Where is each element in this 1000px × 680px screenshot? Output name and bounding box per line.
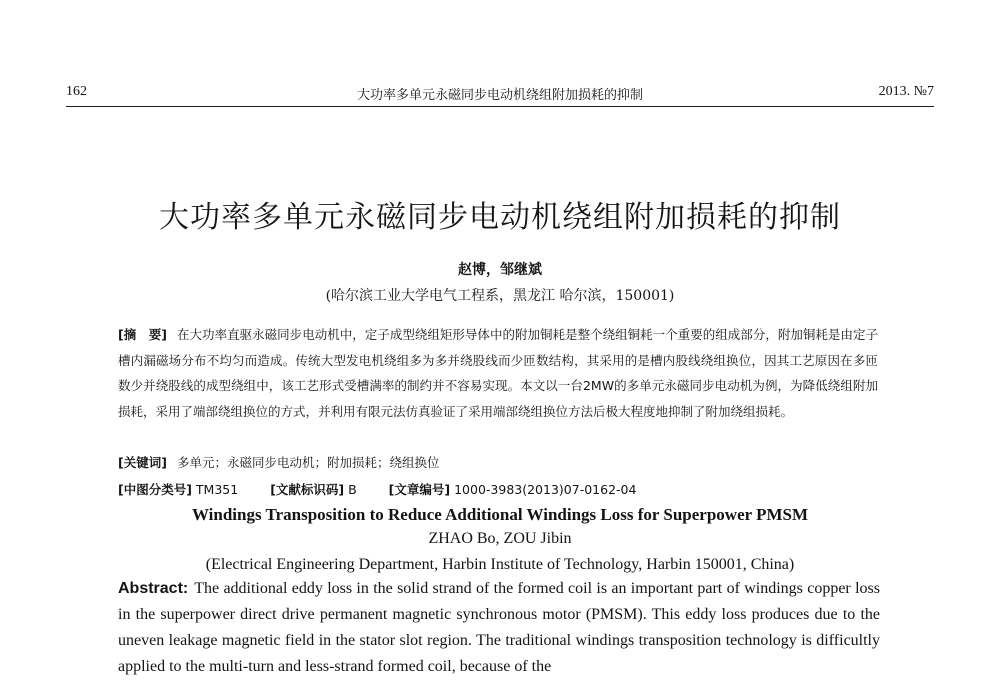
doc-value: B [348,482,357,497]
abstract-en-text: The additional eddy loss in the solid strand of the formed coil is an important part of windings copper loss in the superpower direct drive permanent magnetic synchronous motor (PMSM). This eddy loss produces due to the uneven leakage magnetic field in the stator slot region. The traditional windings transposition technology is difficultly applied to the multi-turn and less-strand formed coil, because of the [118,580,880,675]
page-number: 162 [66,84,87,99]
article-value: 1000-3983(2013)07-0162-04 [454,482,637,497]
running-header [66,84,934,106]
issue-number: 2013. №7 [878,84,934,99]
classification-line [118,480,878,498]
keywords-text: 多单元；永磁同步电动机；附加损耗；绕组换位 [176,455,440,470]
abstract-cn [118,322,878,424]
clc-label: [中图分类号] [118,482,192,497]
header-rule [66,106,934,107]
running-title: 大功率多单元永磁同步电动机绕组附加损耗的抑制 [356,88,643,103]
doc-code [270,482,357,497]
keywords-label: [关键词] [118,455,167,470]
article-label: [文章编号] [388,482,451,497]
keywords [118,453,878,471]
article-number [389,482,637,497]
abstract-en [118,576,880,680]
abstract-cn-label: [摘 要] [118,327,167,342]
paper-affiliation: (哈尔滨工业大学电气工程系，黑龙江 哈尔滨，150001) [325,288,675,304]
doc-label: [文献标识码] [270,482,345,497]
paper-title: 大功率多单元永磁同步电动机绕组附加损耗的抑制 [159,200,841,235]
abstract-cn-text: 在大功率直驱永磁同步电动机中，定子成型绕组矩形导体中的附加铜耗是整个绕组铜耗一个重要的组成部分，附加铜耗是由定子槽内漏磁场分布不均匀而造成。传统大型发电机绕组多为多并绕股线而少匝数结构，其采用的是槽内股线绕组换位，因其工艺原因在多匝数少并绕股线的成型绕组中，该工艺形式受槽满率的制约并不容易实现。本文以一台2MW的多单元永磁同步电动机为例，为降低绕组附加损耗，采用了端部绕组换位的方式，并利用有限元法仿真验证了采用端部绕组换位方法后极大程度地抑制了附加绕组损耗。 [118,327,878,419]
clc-code [118,482,238,497]
english-title: Windings Transposition to Reduce Additional Windings Loss for Superpower PMSM [191,505,809,524]
english-affiliation: (Electrical Engineering Department, Harbin Institute of Technology, Harbin 150001, China) [205,556,795,573]
abstract-en-label: Abstract: [118,580,189,597]
clc-value: TM351 [195,482,239,497]
english-authors: ZHAO Bo, ZOU Jibin [428,530,572,547]
paper-authors: 赵博，邹继斌 [458,262,542,278]
